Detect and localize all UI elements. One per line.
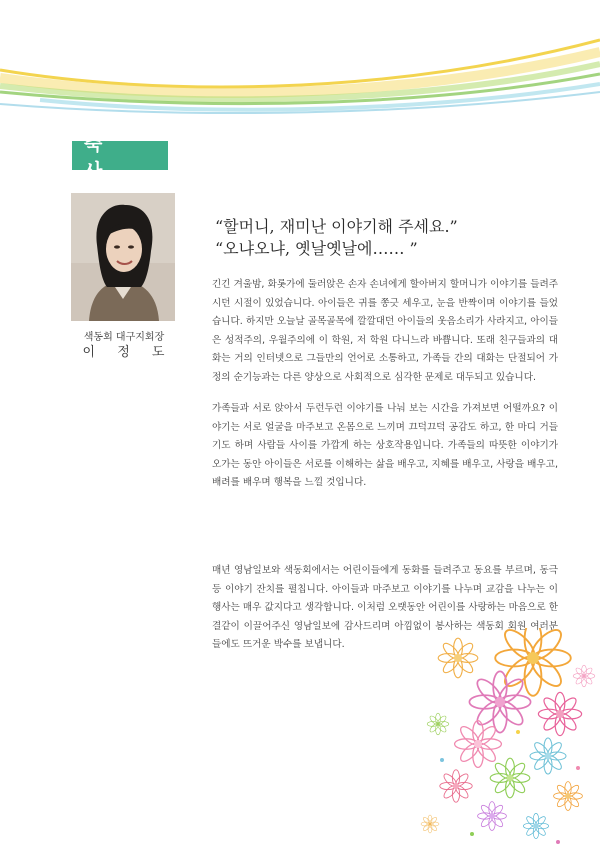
header-wave-decoration [0, 0, 600, 120]
author-portrait [71, 193, 175, 321]
body-paragraph-3: 매년 영남일보와 색동회에서는 어린이들에게 동화를 들려주고 동요를 부르며, 동극 등 이야기 잔치를 펼칩니다. 아이들과 마주보고 이야기를 나누며 교감을 나누는 이 행사는 매우 값지다고 생각합니다. 이처럼 오랫동안 어린이를 사랑하는 마음으로 한결같이 이끌어주신 영남일보에 감사드리며 아낌없이 봉사하는 색동회 회원 여러분들에도 뜨거운 박수를 보냅니다. [212, 565, 558, 651]
quote-line-1: “할머니, 재미난 이야기해 주세요.” [215, 217, 458, 236]
section-title-badge [72, 132, 168, 182]
quote-line-2: “오냐오냐, 옛날옛날에…… ” [215, 239, 418, 258]
flower-decoration [418, 628, 600, 849]
author-name: 이 정 도 [82, 345, 174, 360]
body-paragraph-2: 가족들과 서로 앉아서 두런두런 이야기를 나눠 보는 시간을 가져보면 어떨까요? 이야기는 서로 얼굴을 마주보고 온몸으로 느끼며 끄덕끄덕 공감도 하고, 한 마디 거들기도 하며 사람들 사이를 가깝게 하는 상호작용입니다. 가족들의 따뜻한 이야기가 오가는 동안 아이들은 서로를 이해하는 삶을 배우고, 지혜를 배우고, 사랑을 배우고, 배려를 배우며 행복을 느낄 것입니다. [212, 403, 558, 489]
body-paragraph-1: 긴긴 겨울밤, 화롯가에 둘러앉은 손자 손녀에게 할아버지 할머니가 이야기를 들려주시던 시절이 있었습니다. 아이들은 귀를 쫑긋 세우고, 눈을 반짝이며 이야기를 들었습니다. 하지만 오늘날 골목골목에 깔깔대던 아이들의 웃음소리가 사라지고, 아이들은 성적주의, 우월주의에 이 학원, 저 학원 다니느라 바쁩니다. 또래 친구들과의 대화는 거의 인터넷으로 그들만의 언어로 소통하고, 가족들 간의 대화는 단절되어 가정의 순기능과는 다른 양상으로 사회적으로 심각한 문제로 대두되고 있습니다. [212, 279, 558, 383]
portrait-illustration [71, 193, 175, 321]
section-title-text: 축 사 [84, 132, 125, 182]
author-position: 색동회 대구지회장 [83, 332, 165, 343]
